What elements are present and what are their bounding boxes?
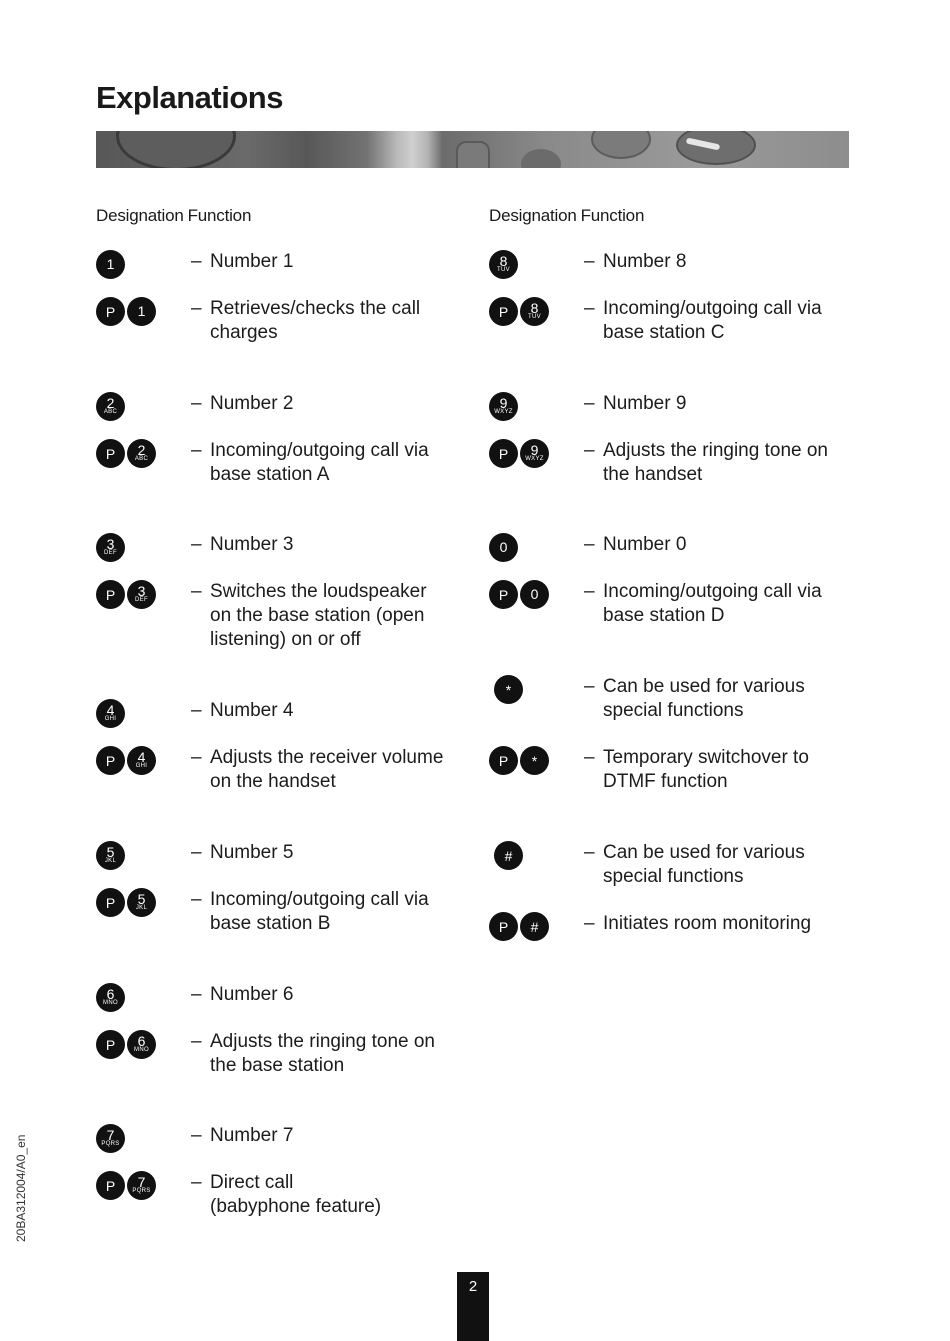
function-description [191,746,456,794]
key-1-icon [127,297,156,326]
function-text: Number 8 [603,251,687,272]
key-digit: P [105,586,116,603]
key-digit: 9 [530,441,539,458]
key-digit: * [505,682,512,698]
key-digit: 8 [499,252,508,269]
dash-bullet: – [191,393,202,414]
function-text: Adjusts the ringing tone on the handset [603,440,828,485]
key-8-icon [489,250,518,279]
p-key-icon [96,439,125,468]
function-description [584,297,849,345]
dash-bullet: – [584,393,595,414]
key-digit: P [105,303,116,320]
p-key-icon [489,912,518,941]
key-digit: P [498,586,509,603]
p-key-icon [96,1171,125,1200]
function-text: Incoming/outgoing call via base station B [210,889,429,934]
key-digit: P [498,918,509,935]
dash-bullet: – [191,1031,202,1052]
function-header: Function [580,206,645,225]
key-designation [489,912,549,941]
function-text: Switches the loudspeaker on the base station (open listening) on or off [210,581,427,650]
document-code: 20BA312004/A0_en [14,1134,28,1242]
function-text: Number 1 [210,251,294,272]
key-digit: 4 [137,748,146,765]
key-4-icon [127,746,156,775]
function-description [584,675,849,723]
function-text: Can be used for various special functions [603,842,805,887]
key-designation [489,297,549,326]
key-6-icon [96,983,125,1012]
function-description [584,533,849,557]
p-key-icon [96,297,125,326]
function-description [584,439,849,487]
key-9-icon [489,392,518,421]
key-letters: DEF [104,549,117,556]
hash-key-icon [494,841,523,870]
key-4-icon [96,699,125,728]
key-digit: 4 [106,701,115,718]
key-7-icon [96,1124,125,1153]
key-digit: P [105,1036,116,1053]
key-digit: P [105,894,116,911]
function-text: Number 3 [210,534,294,555]
right-column-header [489,206,648,226]
dash-bullet: – [584,298,595,319]
star-key-icon [494,675,523,704]
key-digit: P [105,752,116,769]
function-description [191,1171,456,1219]
key-digit: 6 [106,985,115,1002]
function-text: Number 9 [603,393,687,414]
key-digit: # [530,919,539,935]
key-digit: 9 [499,394,508,411]
key-3-icon [127,580,156,609]
function-description [191,439,456,487]
key-digit: 1 [137,303,146,319]
key-digit: 0 [499,539,508,555]
function-text: Retrieves/checks the call charges [210,298,421,343]
key-digit: 2 [106,394,115,411]
key-digit: 6 [137,1032,146,1049]
key-designation [489,439,549,468]
key-5-icon [127,888,156,917]
p-key-icon [96,1030,125,1059]
key-letters: WXYZ [525,455,544,462]
key-letters: MNO [103,999,118,1006]
function-description [191,297,456,345]
dash-bullet: – [191,440,202,461]
dash-bullet: – [191,581,202,602]
key-designation [96,746,156,775]
key-letters: DEF [135,596,148,603]
key-letters: GHI [104,715,117,722]
key-letters: MNO [134,1046,149,1053]
function-header: Function [187,206,252,225]
key-digit: P [498,303,509,320]
key-designation [489,580,549,609]
function-text: Number 4 [210,700,294,721]
dash-bullet: – [191,700,202,721]
designation-header: Designation [96,206,184,225]
star-key-icon [520,746,549,775]
key-designation [96,250,125,279]
function-description [584,746,849,794]
key-digit: 3 [106,535,115,552]
key-digit: 7 [137,1173,146,1190]
function-description [584,392,849,416]
key-designation [489,250,518,279]
key-letters: JKL [135,904,148,911]
key-digit: P [498,445,509,462]
dash-bullet: – [191,747,202,768]
p-key-icon [489,439,518,468]
p-key-icon [96,888,125,917]
function-description [191,841,456,865]
dash-bullet: – [584,534,595,555]
key-designation [96,841,125,870]
hash-key-icon [520,912,549,941]
key-letters: ABC [103,408,118,415]
dash-bullet: – [191,984,202,1005]
function-text: Number 0 [603,534,687,555]
function-text: Direct call (babyphone feature) [210,1172,382,1217]
designation-header: Designation [489,206,577,225]
key-7-icon [127,1171,156,1200]
function-description [191,250,456,274]
p-key-icon [489,580,518,609]
key-3-icon [96,533,125,562]
key-9-icon [520,439,549,468]
key-digit: 5 [106,843,115,860]
key-letters: GHI [135,762,148,769]
function-text: Number 2 [210,393,294,414]
function-description [191,888,456,936]
key-8-icon [520,297,549,326]
dash-bullet: – [191,1172,202,1193]
key-designation [489,746,549,775]
left-column-header [96,206,255,226]
function-description [191,580,456,652]
key-designation [96,580,156,609]
dash-bullet: – [584,913,595,934]
key-designation [489,392,518,421]
function-text: Incoming/outgoing call via base station C [603,298,822,343]
key-designation [96,392,125,421]
function-text: Number 6 [210,984,294,1005]
dash-bullet: – [584,747,595,768]
key-digit: * [531,753,538,769]
dash-bullet: – [584,676,595,697]
key-designation [96,297,156,326]
function-description [584,250,849,274]
key-letters: ABC [134,455,149,462]
key-digit: 5 [137,890,146,907]
key-0-icon [489,533,518,562]
function-description [191,392,456,416]
function-description [191,699,456,723]
dash-bullet: – [191,534,202,555]
key-6-icon [127,1030,156,1059]
function-text: Initiates room monitoring [603,913,812,934]
function-description [191,1030,456,1078]
dash-bullet: – [584,581,595,602]
function-text: Number 7 [210,1125,294,1146]
dash-bullet: – [584,440,595,461]
key-designation [96,983,125,1012]
key-5-icon [96,841,125,870]
dash-bullet: – [191,1125,202,1146]
key-letters: TUV [497,266,510,273]
p-key-icon [96,580,125,609]
phone-keypad-banner-image [96,131,849,168]
key-designation [96,533,125,562]
key-digit: 3 [137,582,146,599]
dash-bullet: – [191,251,202,272]
function-text: Number 5 [210,842,294,863]
p-key-icon [489,297,518,326]
key-digit: P [105,1177,116,1194]
dash-bullet: – [191,842,202,863]
function-description [584,841,849,889]
key-letters: WXYZ [494,408,513,415]
key-letters: PQRS [101,1140,120,1147]
key-letters: PQRS [132,1187,151,1194]
key-digit: # [504,848,513,864]
page-title: Explanations [96,80,283,115]
function-description [584,580,849,628]
key-2-icon [127,439,156,468]
key-designation [96,888,156,917]
key-designation [494,841,523,870]
key-designation [96,1171,156,1200]
key-letters: TUV [528,313,541,320]
dash-bullet: – [191,889,202,910]
p-key-icon [489,746,518,775]
page-number: 2 [457,1272,489,1341]
key-1-icon [96,250,125,279]
key-designation [96,1030,156,1059]
key-digit: P [105,445,116,462]
key-digit: 8 [530,299,539,316]
function-text: Can be used for various special functions [603,676,805,721]
key-digit: 0 [530,586,539,602]
function-text: Adjusts the receiver volume on the handset [210,747,444,792]
function-text: Adjusts the ringing tone on the base station [210,1031,435,1076]
key-designation [96,1124,125,1153]
function-text: Incoming/outgoing call via base station D [603,581,822,626]
function-text: Incoming/outgoing call via base station A [210,440,429,485]
key-digit: 7 [106,1126,115,1143]
key-designation [96,439,156,468]
function-description [584,912,849,936]
dash-bullet: – [191,298,202,319]
key-designation [494,675,523,704]
key-digit: 1 [106,256,115,272]
key-0-icon [520,580,549,609]
key-digit: P [498,752,509,769]
key-2-icon [96,392,125,421]
key-digit: 2 [137,441,146,458]
function-description [191,533,456,557]
function-text: Temporary switchover to DTMF function [603,747,809,792]
key-designation [96,699,125,728]
p-key-icon [96,746,125,775]
key-letters: JKL [104,857,117,864]
dash-bullet: – [584,842,595,863]
function-description [191,1124,456,1148]
key-designation [489,533,518,562]
function-description [191,983,456,1007]
dash-bullet: – [584,251,595,272]
